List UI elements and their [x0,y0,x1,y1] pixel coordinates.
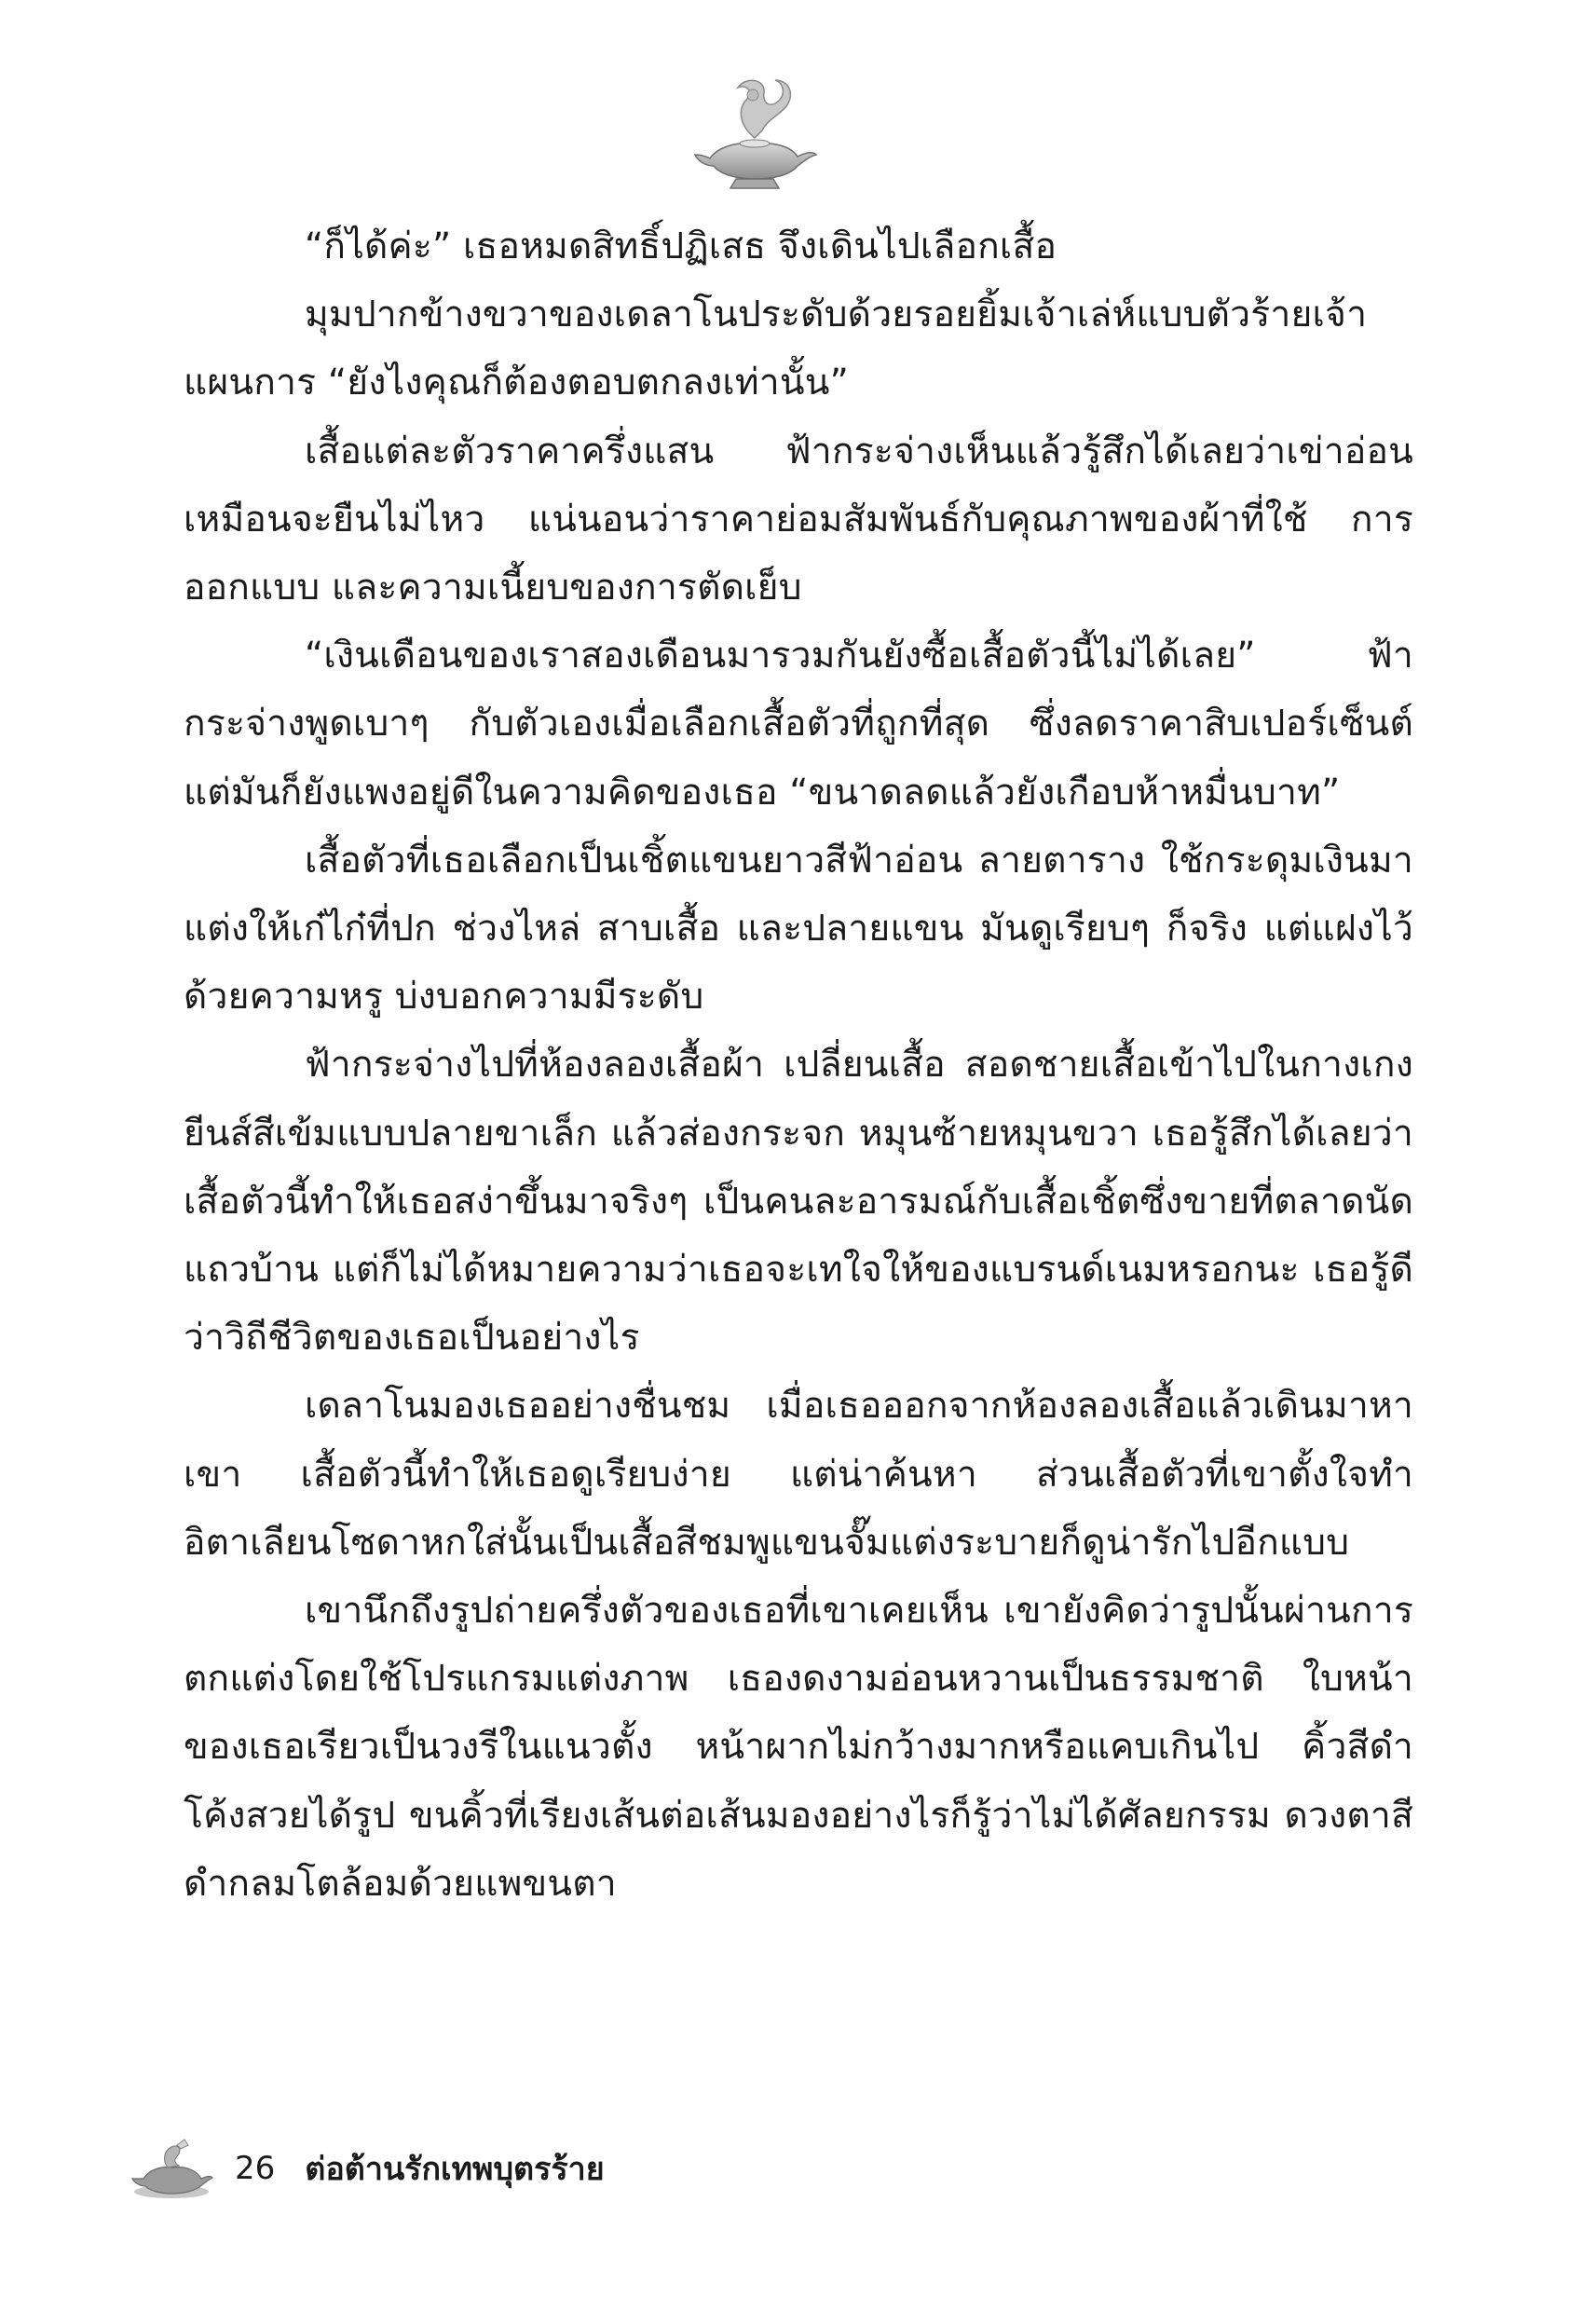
page-number: 26 [235,2150,276,2187]
body-text [184,212,1413,1918]
paragraph: “ก็ได้ค่ะ” เธอหมดสิทธิ์ปฏิเสธ จึงเดินไปเลือกเสื้อ [305,226,1057,267]
book-title: ต่อต้านรักเทพบุตรร้าย [305,2151,605,2188]
paragraph: ฟ้ากระจ่างไปที่ห้องลองเสื้อผ้า เปลี่ยนเสื้อ สอดชายเสื้อเข้าไปในกางเกงยีนส์สีเข้มแบบปลายขาเล็ก แล้วส่องกระจก หมุนซ้ายหมุนขวา เธอรู้สึกได้เลยว่าเสื้อตัวนี้ทำให้เธอสง่าขึ้นมาจริงๆ เป็นคนละอารมณ์กับเสื้อเชิ้ตซึ่งขายที่ตลาดนัดแถวบ้าน แต่ก็ไม่ได้หมายความว่าเธอจะเทใจให้ของแบรนด์เนมหรอกนะ เธอรู้ดีว่าวิถีชีวิตของเธอเป็นอย่างไร [184,1044,1413,1360]
lamp-icon [130,2136,214,2201]
paragraph: “เงินเดือนของเราสองเดือนมารวมกันยังซื้อเสื้อตัวนี้ไม่ได้เลย” ฟ้ากระจ่างพูดเบาๆ กับตัวเองเมื่อเลือกเสื้อตัวที่ถูกที่สุด ซึ่งลดราคาสิบเปอร์เซ็นต์ แต่มันก็ยังแพงอยู่ดีในความคิดของเธอ “ขนาดลดแล้วยังเกือบห้าหมื่นบาท” [184,635,1413,814]
genie-lamp-icon [689,73,820,194]
page-footer [130,2136,605,2201]
paragraph: มุมปากข้างขวาของเดลาโนประดับด้วยรอยยิ้มเจ้าเล่ห์แบบตัวร้ายเจ้าแผนการ “ยังไงคุณก็ต้องตอบตกลงเท่านั้น” [184,294,1368,404]
paragraph: เดลาโนมองเธออย่างชื่นชม เมื่อเธอออกจากห้องลองเสื้อแล้วเดินมาหาเขา เสื้อตัวนี้ทำให้เธอดูเรียบง่าย แต่น่าค้นหา ส่วนเสื้อตัวที่เขาตั้งใจทำอิตาเลียนโซดาหกใส่นั้นเป็นเสื้อสีชมพูแขนจั๊มแต่งระบายก็ดูน่ารักไปอีกแบบ [184,1385,1413,1564]
paragraph: เสื้อตัวที่เธอเลือกเป็นเชิ้ตแขนยาวสีฟ้าอ่อน ลายตาราง ใช้กระดุมเงินมาแต่งให้เก๋ไก๋ที่ปก ช่วงไหล่ สาบเสื้อ และปลายแขน มันดูเรียบๆ ก็จริง แต่แฝงไว้ด้วยความหรู บ่งบอกความมีระดับ [184,839,1413,1019]
paragraph: เขานึกถึงรูปถ่ายครึ่งตัวของเธอที่เขาเคยเห็น เขายังคิดว่ารูปนั้นผ่านการตกแต่งโดยใช้โปรแกรมแต่งภาพ เธองดงามอ่อนหวานเป็นธรรมชาติ ใบหน้าของเธอเรียวเป็นวงรีในแนวตั้ง หน้าผากไม่กว้างมากหรือแคบเกินไป คิ้วสีดำโค้งสวยได้รูป ขนคิ้วที่เรียงเส้นต่อเส้นมองอย่างไรก็รู้ว่าไม่ได้ศัลยกรรม ดวงตาสีดำกลมโตล้อมด้วยแพขนตา [184,1590,1413,1905]
paragraph: เสื้อแต่ละตัวราคาครึ่งแสน ฟ้ากระจ่างเห็นแล้วรู้สึกได้เลยว่าเข่าอ่อน เหมือนจะยืนไม่ไหว แน่นอนว่าราคาย่อมสัมพันธ์กับคุณภาพของผ้าที่ใช้ การออกแบบ และความเนี้ยบของการตัดเย็บ [184,430,1413,609]
